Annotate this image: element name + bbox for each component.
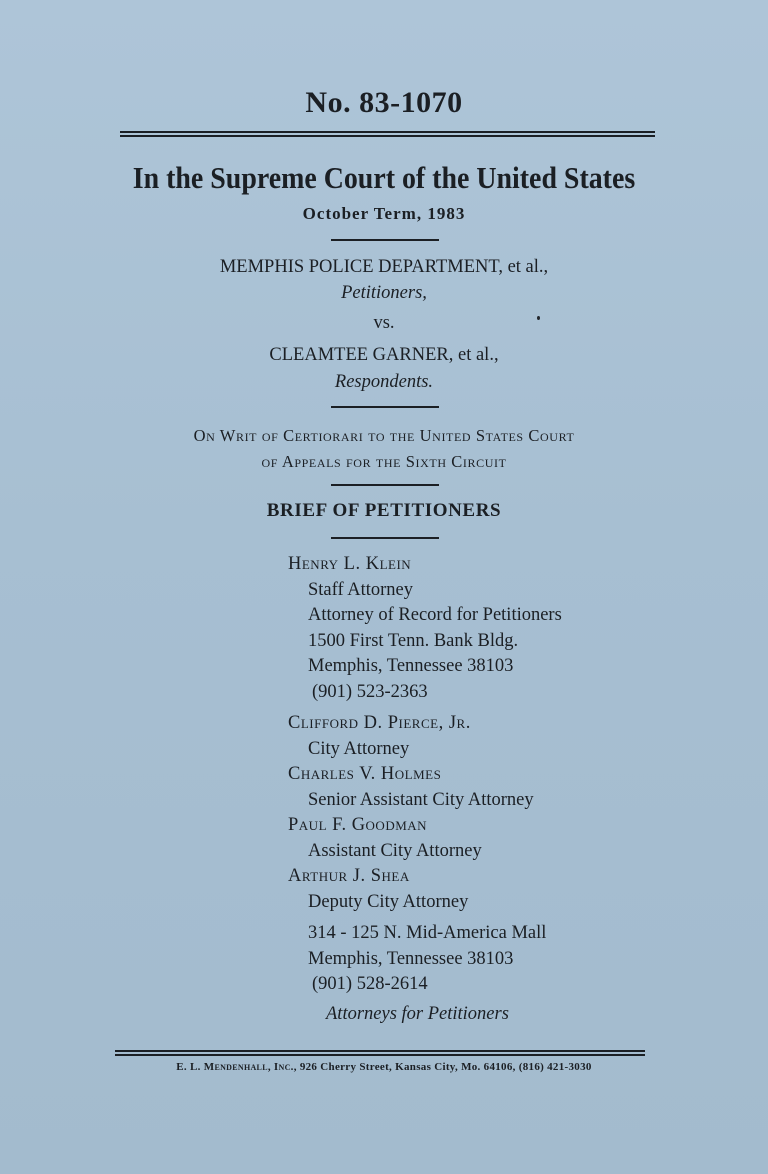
counsel-phone: (901) 523-2363: [312, 681, 428, 702]
counsel-title: Staff Attorney: [308, 579, 413, 600]
printer-imprint: [0, 1061, 768, 1073]
counsel-name: Henry L. Klein: [288, 554, 412, 574]
counsel-title: Deputy City Attorney: [308, 891, 469, 912]
counsel-address: 1500 First Tenn. Bank Bldg.: [308, 630, 519, 651]
counsel-block: [288, 552, 688, 1027]
divider-rule: [331, 239, 439, 241]
divider-rule: [331, 484, 439, 486]
docket-number: No. 83-1070: [305, 86, 463, 119]
counsel-title: Senior Assistant City Attorney: [308, 789, 534, 810]
printer-address: 926 Cherry Street, Kansas City, Mo. 64106, (816) 421-3030: [299, 1061, 592, 1073]
petitioner-party: MEMPHIS POLICE DEPARTMENT, et al.,: [219, 257, 549, 277]
court-term: October Term, 1983: [302, 204, 466, 223]
counsel-city: Memphis, Tennessee 38103: [308, 656, 514, 676]
printer-name: E. L. Mendenhall, Inc.,: [176, 1061, 297, 1073]
petitioner-role: Petitioners,: [341, 283, 427, 303]
divider-rule: [331, 537, 439, 539]
counsel-name: Arthur J. Shea: [288, 866, 410, 886]
writ-line-1: On Writ of Certiorari to the United States Court: [193, 426, 575, 445]
counsel-title: Assistant City Attorney: [308, 840, 482, 861]
court-title: In the Supreme Court of the United States: [132, 160, 636, 195]
counsel-name: Charles V. Holmes: [288, 764, 442, 784]
counsel-city: Memphis, Tennessee 38103: [308, 948, 514, 969]
print-speck: [537, 316, 540, 320]
counsel-name: Clifford D. Pierce, Jr.: [288, 713, 471, 733]
divider-rule: [331, 406, 439, 408]
counsel-role: Attorney of Record for Petitioners: [308, 605, 562, 625]
versus-label: vs.: [373, 313, 395, 333]
bottom-double-rule: [115, 1050, 645, 1056]
counsel-phone: (901) 528-2614: [312, 974, 428, 994]
attorneys-for-label: Attorneys for Petitioners: [326, 1003, 509, 1024]
counsel-title: City Attorney: [308, 738, 410, 759]
top-double-rule: [120, 131, 655, 137]
counsel-address: 314 - 125 N. Mid-America Mall: [308, 923, 547, 943]
counsel-name: Paul F. Goodman: [288, 815, 428, 835]
respondent-role: Respondents.: [334, 372, 434, 392]
brief-title: BRIEF OF PETITIONERS: [266, 500, 502, 521]
writ-line-2: of Appeals for the Sixth Circuit: [261, 452, 507, 471]
respondent-party: CLEAMTEE GARNER, et al.,: [269, 345, 499, 365]
